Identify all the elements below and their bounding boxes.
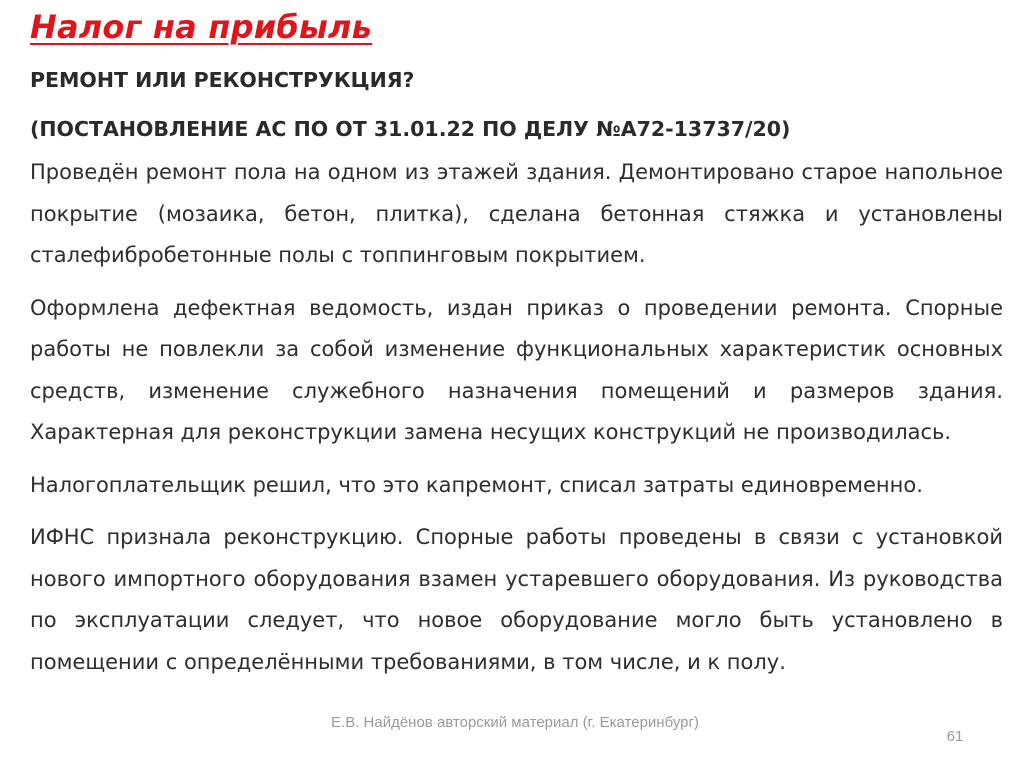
slide-title: Налог на прибыль <box>30 8 373 46</box>
court-ruling-reference: (ПОСТАНОВЛЕНИЕ АС ПО ОТ 31.01.22 ПО ДЕЛУ №А72-13737/20) <box>30 117 791 141</box>
case-question-heading: РЕМОНТ ИЛИ РЕКОНСТРУКЦИЯ? <box>30 68 415 92</box>
footer-author-credit: Е.В. Найдёнов авторский материал (г. Екатеринбург) <box>331 714 699 731</box>
paragraph-tax-authority-position: ИФНС признала реконструкцию. Спорные работы проведены в связи с установкой нового импортного оборудования взамен устаревшего оборудования. Из руководства по эксплуатации следует, что новое оборудование могло быть установлено в помещении с определёнными требованиями, в том числе, и к полу. <box>30 525 1003 674</box>
slide-body <box>30 152 1003 694</box>
paragraph-taxpayer-position: Налогоплательщик решил, что это капремонт, списал затраты единовременно. <box>30 472 923 497</box>
paragraph-documentation: Оформлена дефектная ведомость, издан приказ о проведении ремонта. Спорные работы не повлекли за собой изменение функциональных характеристик основных средств, изменение служебного назначения помещений и размеров здания. Характерная для реконструкции замена несущих конструкций не производилась. <box>30 295 1003 444</box>
paragraph-repair-description: Проведён ремонт пола на одном из этажей здания. Демонтировано старое напольное покрытие (мозаика, бетон, плитка), сделана бетонная стяжка и установлены сталефибробетонные полы с топпинговым покрытием. <box>30 160 1003 267</box>
slide-page-number: 61 <box>946 728 964 745</box>
